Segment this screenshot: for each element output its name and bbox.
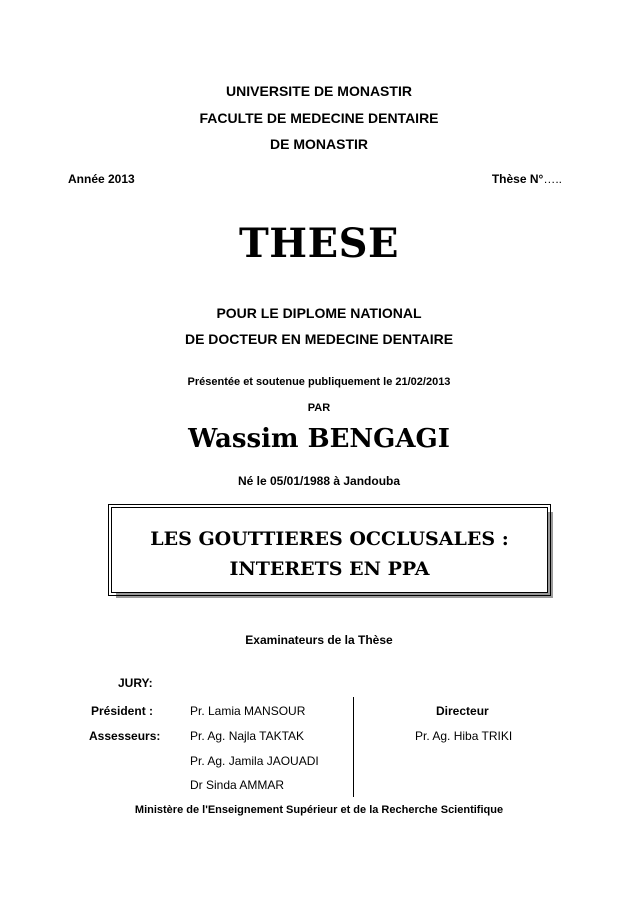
president-label: Président : xyxy=(91,704,154,718)
subject-line-2: INTERETS EN PPA xyxy=(229,558,430,580)
jury-member: Pr. Ag. Jamila JAOUADI xyxy=(190,754,319,768)
jury-member: Pr. Ag. Najla TAKTAK xyxy=(190,729,305,743)
thesis-number-dots: ….. xyxy=(543,172,562,186)
faculty-name: FACULTE DE MEDECINE DENTAIRE xyxy=(199,110,439,126)
document-title: THESE xyxy=(239,220,399,267)
jury-divider xyxy=(353,697,354,797)
jury-member: Pr. Lamia MANSOUR xyxy=(190,704,306,718)
academic-year: Année 2013 xyxy=(68,172,135,186)
directeur-label: Directeur xyxy=(436,704,489,718)
examiners-heading: Examinateurs de la Thèse xyxy=(245,633,393,647)
university-name: UNIVERSITE DE MONASTIR xyxy=(226,83,412,99)
author-name: Wassim BENGAGI xyxy=(188,424,450,454)
par-label: PAR xyxy=(307,402,331,414)
thesis-number xyxy=(492,172,562,186)
directeur-name: Pr. Ag. Hiba TRIKI xyxy=(415,729,513,743)
thesis-subject-box xyxy=(111,507,548,593)
author-birth: Né le 05/01/1988 à Jandouba xyxy=(237,474,401,488)
thesis-number-label: Thèse N° xyxy=(491,172,544,186)
presentation-date: Présentée et soutenue publiquement le 21/02/2013 xyxy=(187,376,451,388)
subject-line-1: LES GOUTTIERES OCCLUSALES : xyxy=(150,528,509,550)
diploma-line-1: POUR LE DIPLOME NATIONAL xyxy=(216,305,422,321)
jury-label: JURY: xyxy=(118,676,153,690)
faculty-city: DE MONASTIR xyxy=(270,136,368,152)
jury-member: Dr Sinda AMMAR xyxy=(190,778,285,792)
assesseurs-label: Assesseurs: xyxy=(89,729,161,743)
ministry-footer: Ministère de l'Enseignement Supérieur et de la Recherche Scientifique xyxy=(134,804,504,816)
diploma-line-2: DE DOCTEUR EN MEDECINE DENTAIRE xyxy=(184,331,454,347)
